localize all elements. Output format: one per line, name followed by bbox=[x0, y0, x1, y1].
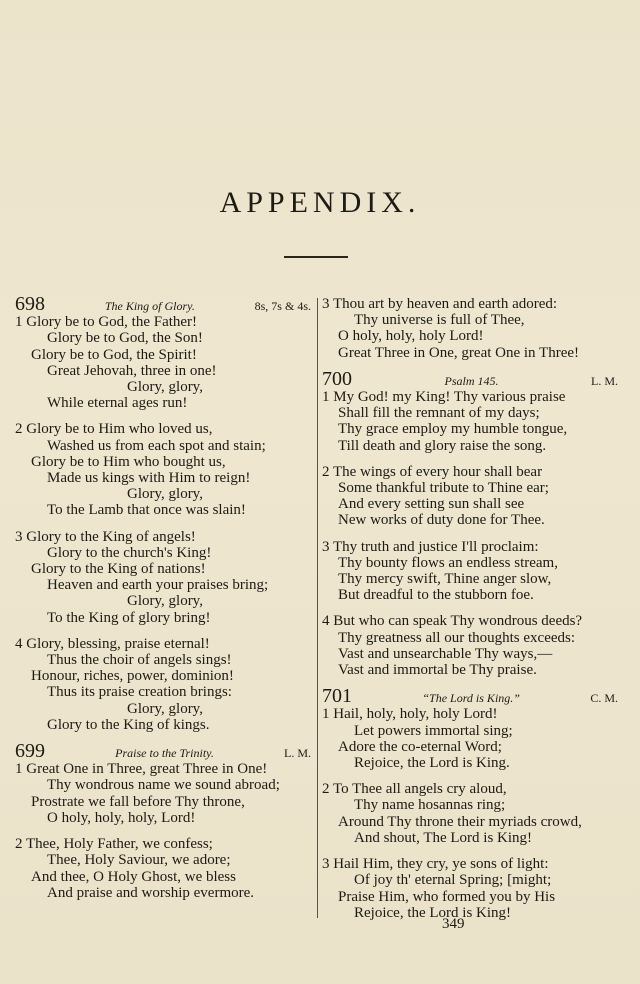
verse-line: Thus the choir of angels sings! bbox=[47, 652, 232, 669]
verse-line: O holy, holy, holy Lord! bbox=[338, 328, 484, 345]
verse-line: While eternal ages run! bbox=[47, 395, 188, 412]
hymn-verse bbox=[15, 529, 311, 626]
verse-line: And thee, O Holy Ghost, we bless bbox=[31, 868, 236, 885]
verse-line: Thy grace employ my humble tongue, bbox=[338, 421, 568, 438]
hymn-verse bbox=[15, 836, 311, 901]
column-divider bbox=[317, 298, 318, 918]
verse-line: 3 Hail Him, they cry, ye sons of light: bbox=[322, 856, 549, 873]
verse-line: Great Three in One, great One in Three! bbox=[338, 344, 580, 361]
verse-line: O holy, holy, holy, Lord! bbox=[47, 809, 196, 826]
verse-line: Thy name hosannas ring; bbox=[354, 797, 506, 814]
verse-line: Rejoice, the Lord is King. bbox=[354, 755, 510, 772]
hymn-heading bbox=[322, 685, 618, 708]
verse-line: 4 But who can speak Thy wondrous deeds? bbox=[322, 613, 583, 630]
verse-line: Let powers immortal sing; bbox=[354, 722, 513, 739]
hymn-number: 701 bbox=[322, 685, 352, 708]
verse-line: Thy universe is full of Thee, bbox=[354, 312, 525, 329]
hymn-title: The King of Glory. bbox=[104, 299, 195, 313]
verse-line: Glory be to God, the Spirit! bbox=[31, 346, 197, 363]
page-number: 349 bbox=[442, 916, 465, 932]
verse-line: Honour, riches, power, dominion! bbox=[31, 668, 234, 685]
verse-line: 1 Great One in Three, great Three in One! bbox=[15, 761, 268, 778]
hymn-title: Psalm 145. bbox=[444, 373, 499, 388]
hymn-verse bbox=[15, 421, 311, 518]
verse-line: To the King of glory bring! bbox=[47, 609, 211, 626]
verse-line: Thus its praise creation brings: bbox=[47, 684, 232, 701]
verse-line: Some thankful tribute to Thine ear; bbox=[338, 480, 549, 497]
hymn-verse bbox=[322, 781, 618, 846]
verse-line: 2 Thee, Holy Father, we confess; bbox=[15, 836, 213, 853]
hymn-title: Praise to the Trinity. bbox=[115, 746, 214, 761]
verse-line: But dreadful to the stubborn foe. bbox=[338, 587, 534, 604]
verse-line: Glory to the King of nations! bbox=[31, 561, 206, 578]
title-rule bbox=[284, 256, 348, 258]
hymn-heading bbox=[322, 367, 618, 390]
hymn-verse bbox=[322, 856, 618, 921]
verse-line: Adore the co-eternal Word; bbox=[338, 738, 502, 755]
verse-line: And praise and worship evermore. bbox=[47, 884, 255, 901]
verse-line: Made us kings with Him to reign! bbox=[47, 470, 251, 487]
verse-line: 2 The wings of every hour shall bear bbox=[322, 463, 543, 480]
hymn-verse bbox=[322, 613, 618, 678]
verse-line: 2 To Thee all angels cry aloud, bbox=[322, 781, 507, 798]
hymn-meter: C. M. bbox=[590, 691, 618, 706]
right-column bbox=[322, 296, 618, 931]
verse-line: Glory to the church's King! bbox=[47, 544, 212, 561]
verse-line: Around Thy throne their myriads crowd, bbox=[338, 813, 582, 830]
verse-line: 3 Thou art by heaven and earth adored: bbox=[322, 296, 558, 312]
verse-line: Thy greatness all our thoughts exceeds: bbox=[338, 629, 576, 646]
hymn-number: 700 bbox=[322, 367, 352, 390]
verse-line: 3 Thy truth and justice I'll proclaim: bbox=[322, 538, 539, 555]
verse-line: Glory be to Him who bought us, bbox=[31, 453, 226, 470]
verse-line: Thy wondrous name we sound abroad; bbox=[47, 777, 280, 794]
verse-line: And shout, The Lord is King! bbox=[354, 829, 533, 846]
verse-line: Of joy th' eternal Spring; [might; bbox=[354, 872, 552, 889]
verse-line: To the Lamb that once was slain! bbox=[47, 502, 246, 519]
hymn-verse bbox=[15, 636, 311, 733]
verse-line: Till death and glory raise the song. bbox=[338, 437, 547, 454]
hymn-verse bbox=[15, 761, 311, 826]
hymn-meter: 8s, 7s & 4s. bbox=[254, 299, 311, 313]
page-title: APPENDIX. bbox=[219, 186, 421, 219]
hymn-verse bbox=[322, 389, 618, 454]
verse-line: Thy bounty flows an endless stream, bbox=[338, 554, 558, 571]
verse-line: Thy mercy swift, Thine anger slow, bbox=[338, 571, 552, 588]
verse-line: Heaven and earth your praises bring; bbox=[47, 577, 269, 594]
verse-line: 3 Glory to the King of angels! bbox=[15, 528, 196, 545]
verse-line: 1 Glory be to God, the Father! bbox=[15, 314, 198, 331]
verse-line: New works of duty done for Thee. bbox=[338, 512, 545, 529]
verse-line: Glory, glory, bbox=[127, 379, 203, 396]
verse-line: Glory, glory, bbox=[127, 700, 203, 717]
verse-line: Glory, glory, bbox=[127, 593, 203, 610]
verse-line: Glory, glory, bbox=[127, 486, 203, 503]
hymn-meter: L. M. bbox=[283, 746, 311, 761]
hymn-meter: L. M. bbox=[591, 373, 618, 388]
hymn-verse bbox=[322, 539, 618, 604]
verse-line: 1 My God! my King! Thy various praise bbox=[322, 389, 566, 406]
verse-line: Vast and immortal be Thy praise. bbox=[338, 662, 537, 679]
verse-line: Rejoice, the Lord is King! bbox=[354, 904, 512, 921]
hymn-verse bbox=[322, 464, 618, 529]
verse-line: Great Jehovah, three in one! bbox=[47, 362, 217, 379]
verse-line: Washed us from each spot and stain; bbox=[47, 437, 266, 454]
hymn-heading bbox=[15, 293, 311, 315]
verse-line: Vast and unsearchable Thy ways,— bbox=[338, 645, 553, 662]
verse-line: Glory be to God, the Son! bbox=[47, 330, 203, 347]
hymn-number: 699 bbox=[15, 740, 45, 763]
left-column bbox=[15, 293, 311, 911]
verse-line: Praise Him, who formed you by His bbox=[338, 888, 556, 905]
verse-line: 1 Hail, holy, holy, holy Lord! bbox=[322, 706, 498, 723]
verse-line: And every setting sun shall see bbox=[338, 496, 525, 513]
verse-line: Shall fill the remnant of my days; bbox=[338, 405, 540, 422]
hymn-number: 698 bbox=[15, 293, 45, 315]
hymn-title: “The Lord is King.” bbox=[422, 691, 520, 706]
hymn-heading bbox=[15, 740, 311, 763]
hymn-verse bbox=[322, 296, 618, 361]
hymn-verse bbox=[15, 314, 311, 411]
verse-line: 4 Glory, blessing, praise eternal! bbox=[15, 635, 210, 652]
verse-line: Prostrate we fall before Thy throne, bbox=[31, 793, 245, 810]
hymn-verse bbox=[322, 706, 618, 771]
verse-line: Thee, Holy Saviour, we adore; bbox=[47, 852, 231, 869]
verse-line: Glory to the King of kings. bbox=[47, 716, 210, 733]
verse-line: 2 Glory be to Him who loved us, bbox=[15, 421, 213, 438]
